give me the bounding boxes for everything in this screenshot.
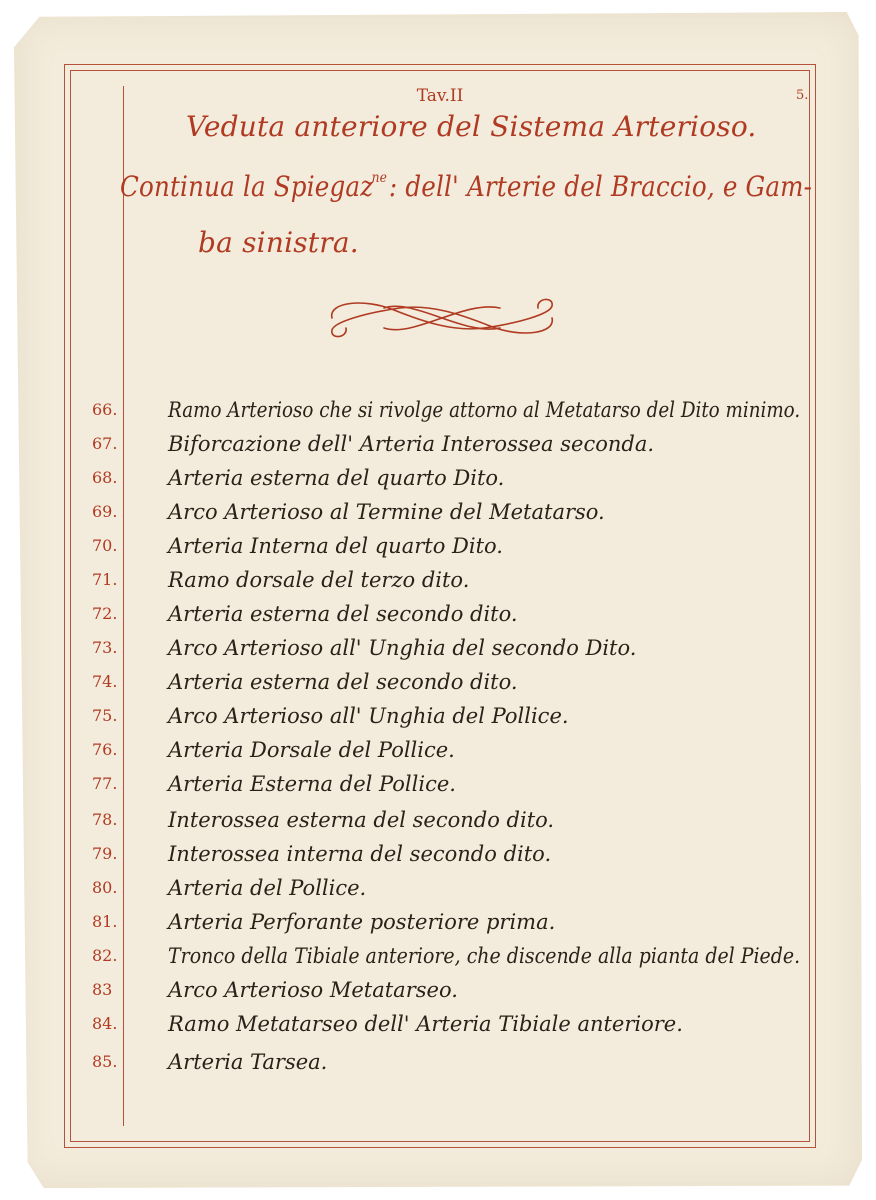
title-line-2 <box>120 170 812 203</box>
list-item <box>0 704 876 738</box>
list-item <box>0 808 876 842</box>
title-superscript: ne <box>371 170 388 186</box>
entry-number: 72. <box>92 604 118 623</box>
list-item <box>0 534 876 568</box>
entry-number: 76. <box>92 740 118 759</box>
list-item <box>0 842 876 876</box>
entry-text: Arteria esterna del quarto Dito. <box>168 466 505 490</box>
entry-text: Arteria Perforante posteriore prima. <box>168 910 556 934</box>
entry-text: Arco Arterioso all' Unghia del secondo Dito. <box>168 636 637 660</box>
list-item <box>0 602 876 636</box>
list-item <box>0 738 876 772</box>
entry-text: Ramo dorsale del terzo dito. <box>168 568 470 592</box>
entry-number: 66. <box>92 400 118 419</box>
entry-text: Tronco della Tibiale anteriore, che discende alla pianta del Piede. <box>168 944 801 968</box>
entry-text: Arteria Dorsale del Pollice. <box>168 738 455 762</box>
entry-text: Interossea interna del secondo dito. <box>168 842 552 866</box>
entry-number: 82. <box>92 946 118 965</box>
entry-number: 71. <box>92 570 118 589</box>
list-item <box>0 1050 876 1084</box>
list-item <box>0 978 876 1012</box>
title-line-1: Veduta anteriore del Sistema Arterioso. <box>186 110 757 143</box>
entry-text: Arteria Interna del quarto Dito. <box>168 534 503 558</box>
list-item <box>0 876 876 910</box>
entry-number: 77. <box>92 774 118 793</box>
entry-text: Arco Arterioso al Termine del Metatarso. <box>168 500 605 524</box>
page-number: 5. <box>796 88 809 103</box>
entry-number: 85. <box>92 1052 118 1071</box>
entry-text: Interossea esterna del secondo dito. <box>168 808 555 832</box>
list-item <box>0 432 876 466</box>
entry-text: Arteria esterna del secondo dito. <box>168 602 518 626</box>
list-item <box>0 772 876 806</box>
entry-number: 84. <box>92 1014 118 1033</box>
entry-number: 70. <box>92 536 118 555</box>
entry-number: 73. <box>92 638 118 657</box>
title-line-2-end: : dell' Arterie del Braccio, e Gam- <box>388 170 813 203</box>
entry-text: Ramo Metatarseo dell' Arteria Tibiale anteriore. <box>168 1012 683 1036</box>
entry-number: 80. <box>92 878 118 897</box>
entry-number: 69. <box>92 502 118 521</box>
list-item <box>0 1012 876 1046</box>
list-item <box>0 568 876 602</box>
entry-number: 67. <box>92 434 118 453</box>
list-item <box>0 636 876 670</box>
entry-text: Biforcazione dell' Arteria Interossea seconda. <box>168 432 655 456</box>
entry-text: Arco Arterioso Metatarseo. <box>168 978 458 1002</box>
plate-label: Tav.II <box>416 86 464 106</box>
entry-number: 68. <box>92 468 118 487</box>
entry-text: Ramo Arterioso che si rivolge attorno al Metatarso del Dito minimo. <box>168 398 801 422</box>
entry-text: Arteria del Pollice. <box>168 876 367 900</box>
flourish-ornament <box>324 288 560 348</box>
entry-number: 81. <box>92 912 118 931</box>
entry-number: 79. <box>92 844 118 863</box>
entry-text: Arteria Tarsea. <box>168 1050 328 1074</box>
list-item <box>0 670 876 704</box>
list-item <box>0 910 876 944</box>
entry-number: 78. <box>92 810 118 829</box>
entry-number: 74. <box>92 672 118 691</box>
title-line-2-start: Continua la Spiegaz <box>120 170 374 203</box>
entry-text: Arco Arterioso all' Unghia del Pollice. <box>168 704 569 728</box>
list-item <box>0 466 876 500</box>
title-line-3: ba sinistra. <box>198 226 359 259</box>
entry-number: 75. <box>92 706 118 725</box>
list-item <box>0 500 876 534</box>
list-item <box>0 944 876 978</box>
entry-text: Arteria Esterna del Pollice. <box>168 772 456 796</box>
list-item <box>0 398 876 432</box>
entry-number: 83 <box>92 980 113 999</box>
entry-text: Arteria esterna del secondo dito. <box>168 670 518 694</box>
